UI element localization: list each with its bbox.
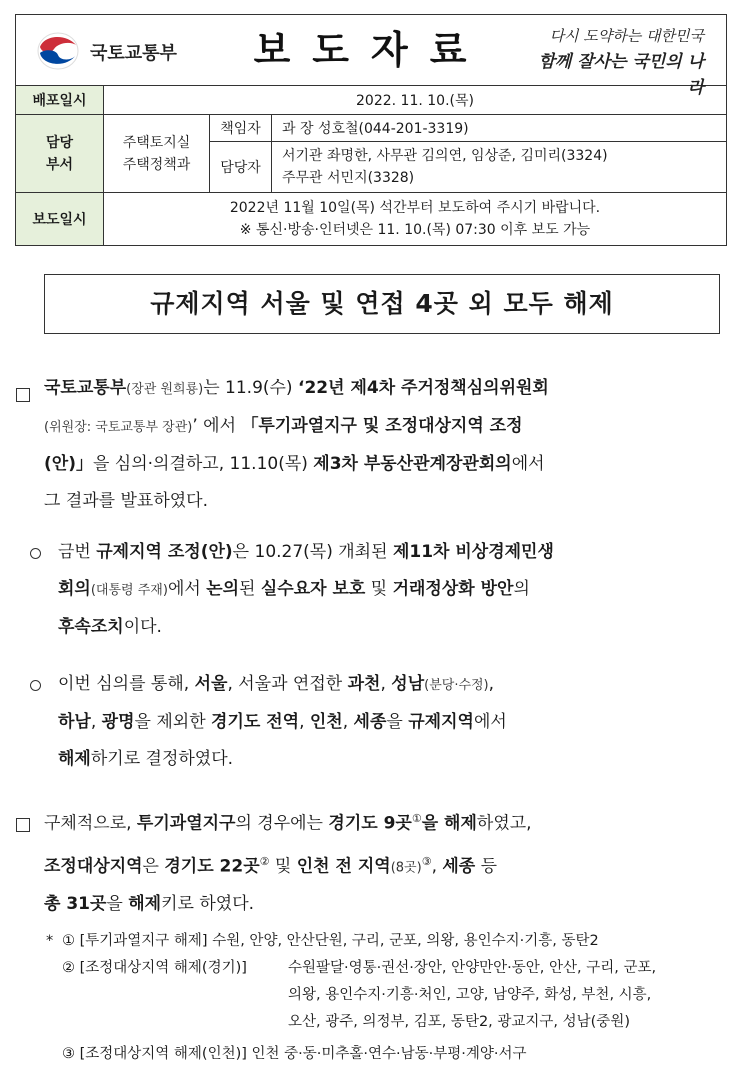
dept-name <box>104 115 210 193</box>
p2-text: 회의 <box>58 579 91 599</box>
p3-text: 을 <box>386 712 409 732</box>
footnote-1-label: [투기과열지구 해제] <box>79 933 208 949</box>
responsible-label: 책임자 <box>210 115 272 142</box>
release-date: 2022. 11. 10.(목) <box>104 86 727 115</box>
p4-text: ② <box>259 854 270 868</box>
responsible-value: 과 장 성호철(044-201-3319) <box>272 115 727 142</box>
dept-label <box>16 115 104 193</box>
p4-text: 은 <box>142 856 165 877</box>
p2-text: 규제지역 조정(안) <box>96 542 233 562</box>
p2-text: 은 10.27(목) 개최된 <box>232 542 393 562</box>
p3-text: , <box>342 712 354 732</box>
p1-text: ‘22년 제4차 주거정책심의위원회 <box>297 378 549 398</box>
embargo-line-1: 2022년 11월 10일(목) 석간부터 보도하여 주시기 바랍니다. <box>229 200 601 216</box>
p4-text: 구체적으로, <box>44 813 137 834</box>
p3-text: 하남 <box>58 712 91 732</box>
contact-line-1: 서기관 좌명한, 사무관 김의연, 임상준, 김미리(3324) <box>282 148 608 164</box>
p4-text: 등 <box>475 856 498 877</box>
headline: 규제지역 서울 및 연접 4곳 외 모두 해제 <box>44 274 720 334</box>
circle-bullet-icon <box>30 680 41 691</box>
footnote-3 <box>62 1041 527 1068</box>
paragraph-1 <box>44 370 734 520</box>
p3-text: 규제지역 <box>408 712 474 732</box>
banner <box>16 15 727 98</box>
p4-text: 총 31곳 <box>44 894 107 915</box>
footnote-2-line-1: 수원팔달·영통·권선·장안, 안양만안·동안, 안산, 구리, 군포, <box>288 960 657 976</box>
p3-text: (분당·수정) <box>424 678 489 693</box>
p3-text: 광명 <box>101 712 135 732</box>
footnote-3-label: [조정대상지역 해제(인천)] <box>79 1046 247 1062</box>
p4-text: 및 <box>269 856 297 877</box>
dept-name-1: 주택토지실 <box>122 134 191 151</box>
p2-text: 금번 <box>58 542 97 562</box>
contact-line-2: 주무관 서민지(3328) <box>282 170 415 186</box>
footnote-1-text: 수원, 안양, 안산단원, 구리, 군포, 의왕, 용인수지·기흥, 동탄2 <box>212 933 599 949</box>
footnote-2-mark: ② <box>62 960 75 976</box>
p1-text: (위원장: 국토교통부 장관) <box>44 420 193 435</box>
p3-text: 세종 <box>353 712 387 732</box>
p2-text: 된 <box>239 579 261 599</box>
p3-text: 과천 <box>347 674 381 694</box>
p3-text: , <box>380 674 392 694</box>
footnote-2-body <box>288 955 656 1036</box>
paragraph-4 <box>44 800 734 923</box>
footnote-2-label: [조정대상지역 해제(경기)] <box>79 960 247 976</box>
p4-text: ③ <box>421 854 432 868</box>
p1-text: 그 결과를 발표하였다. <box>44 491 209 511</box>
p3-text: 해제 <box>58 749 91 769</box>
p3-text: , 서울과 연접한 <box>227 674 348 694</box>
p2-text: 논의 <box>206 579 240 599</box>
embargo-text <box>104 193 727 246</box>
embargo-label: 보도일시 <box>16 193 104 246</box>
p4-text: 하였고, <box>476 813 532 834</box>
p4-text: 해제 <box>128 894 162 915</box>
p1-text: 제3차 부동산관계장관회의 <box>313 454 512 474</box>
dept-label-text: 담당부서 <box>45 134 74 173</box>
footnote-2-line-2: 의왕, 용인수지·기흥·처인, 고양, 남양주, 화성, 부천, 시흥, <box>288 987 652 1003</box>
paragraph-2 <box>58 534 738 646</box>
p4-text: 경기도 22곳 <box>164 856 260 877</box>
p3-text: 을 제외한 <box>134 712 212 732</box>
footnote-star: * <box>46 933 54 949</box>
p3-text: 인천 <box>309 712 343 732</box>
p1-text: (안)」 <box>44 454 93 474</box>
dept-name-2: 주택정책과 <box>122 156 191 173</box>
p2-text: 실수요자 보호 <box>260 579 366 599</box>
p1-text: 에서 <box>511 454 545 474</box>
p4-text: , <box>431 856 443 877</box>
p4-text: (8곳) <box>390 860 422 876</box>
square-bullet-icon <box>16 818 30 832</box>
p1-text: 국토교통부 <box>44 378 127 398</box>
p4-text: 을 해제 <box>421 813 477 834</box>
footnote-3-mark: ③ <box>62 1046 75 1062</box>
paragraph-3 <box>58 666 738 778</box>
p4-text: 키로 하였다. <box>161 894 255 915</box>
p4-text: 인천 전 지역 <box>296 856 391 877</box>
p3-text: , <box>90 712 102 732</box>
p2-text: 및 <box>365 579 393 599</box>
footnote-3-text: 인천 중·동·미추홀·연수·남동·부평·계양·서구 <box>251 1046 527 1062</box>
footnote-1 <box>62 928 599 955</box>
p4-text: ① <box>411 812 422 825</box>
p1-text: 을 심의·의결하고, 11.10(목) <box>92 454 314 474</box>
p4-text: 투기과열지구 <box>136 813 236 834</box>
contact-label: 담당자 <box>210 142 272 193</box>
p2-text: (대통령 주재) <box>90 583 168 598</box>
footnote-1-mark: ① <box>62 933 75 949</box>
p3-text: 서울 <box>194 674 228 694</box>
p1-text: 「투기과열지구 및 조정대상지역 조정 <box>241 416 523 436</box>
slogan-line-1: 다시 도약하는 대한민국 <box>549 27 704 45</box>
footnote-2-line-3: 오산, 광주, 의정부, 김포, 동탄2, 광교지구, 성남(중원) <box>288 1014 630 1030</box>
p3-text: , <box>299 712 310 732</box>
p1-text: (장관 원희룡) <box>126 382 204 397</box>
header-table <box>15 14 727 246</box>
slogan <box>534 23 704 101</box>
p1-text: ’ 에서 <box>192 416 242 436</box>
p4-text: 세종 <box>442 856 476 877</box>
p3-text: 에서 <box>473 712 507 732</box>
p4-text: 경기도 9곳 <box>328 813 412 834</box>
p4-text: 을 <box>106 894 129 915</box>
p3-text: 경기도 전역 <box>211 712 300 732</box>
p4-text: 조정대상지역 <box>44 856 143 877</box>
p3-text: 성남 <box>391 674 425 694</box>
p3-text: 하기로 결정하였다. <box>90 749 234 769</box>
slogan-line-2: 함께 잘사는 국민의 나라 <box>538 52 704 98</box>
p2-text: 거래정상화 방안 <box>392 579 514 599</box>
p2-text: 후속조치 <box>58 617 124 637</box>
document-title: 보도자료 <box>253 28 489 72</box>
square-bullet-icon <box>16 388 30 402</box>
footnote-2-head <box>62 955 247 982</box>
p2-text: 의 <box>513 579 530 599</box>
p1-text: 는 11.9(수) <box>203 378 298 398</box>
circle-bullet-icon <box>30 548 41 559</box>
ministry-name: 국토교통부 <box>90 43 177 64</box>
release-label: 배포일시 <box>16 86 104 115</box>
p2-text: 이다. <box>123 617 162 637</box>
contact-value <box>272 142 727 193</box>
embargo-line-2: ※ 통신·방송·인터넷은 11. 10.(목) 07:30 이후 보도 가능 <box>239 222 591 238</box>
p4-text: 의 경우에는 <box>235 813 329 834</box>
p3-text: 이번 심의를 통해, <box>58 674 195 694</box>
p3-text: , <box>488 674 495 694</box>
p2-text: 에서 <box>167 579 207 599</box>
p2-text: 제11차 비상경제민생 <box>392 542 554 562</box>
